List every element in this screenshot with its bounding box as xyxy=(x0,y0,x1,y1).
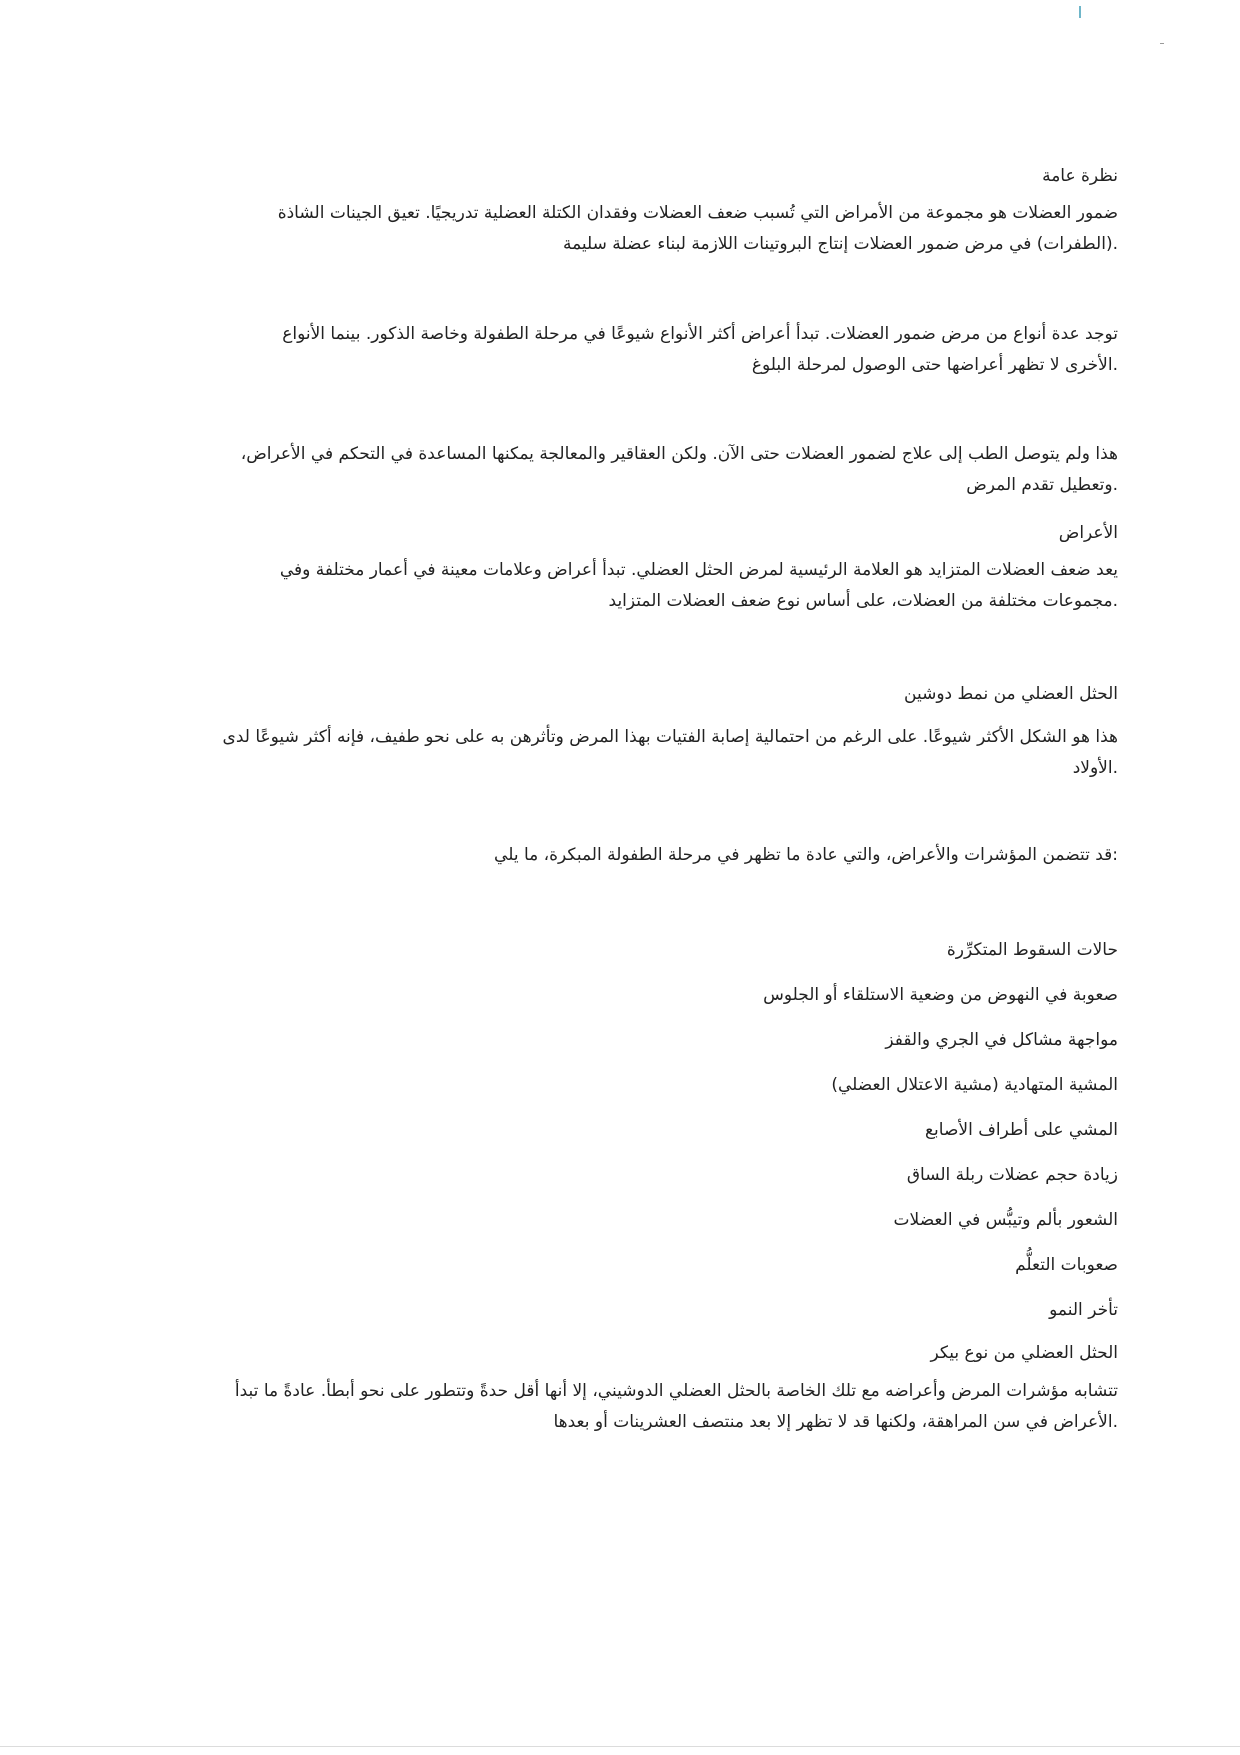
paragraph-becker xyxy=(124,1376,1118,1438)
list-item: صعوبات التعلُّم xyxy=(1015,1255,1118,1275)
paragraph-treatment xyxy=(124,439,1118,501)
paragraph-line: .الأولاد xyxy=(1072,758,1118,778)
paragraph-types xyxy=(124,319,1118,381)
scan-bottom-edge xyxy=(0,1746,1240,1747)
paragraph-line: .الأخرى لا تظهر أعراضها حتى الوصول لمرحلة البلوغ xyxy=(751,355,1118,375)
paragraph-line: تتشابه مؤشرات المرض وأعراضه مع تلك الخاصة بالحثل العضلي الدوشيني، إلا أنها أقل حدةً وتتطور على نحو أبطأ. عادةً ما تبدأ xyxy=(234,1381,1118,1401)
list-intro: :قد تتضمن المؤشرات والأعراض، والتي عادة ما تظهر في مرحلة الطفولة المبكرة، ما يلي xyxy=(494,845,1118,865)
list-item: زيادة حجم عضلات ربلة الساق xyxy=(906,1165,1118,1185)
scan-artifact-speck xyxy=(1160,43,1164,44)
list-item: حالات السقوط المتكرِّرة xyxy=(946,940,1118,960)
list-item: مواجهة مشاكل في الجري والقفز xyxy=(885,1030,1118,1050)
scan-artifact-mark xyxy=(1079,6,1081,18)
paragraph-line: يعد ضعف العضلات المتزايد هو العلامة الرئيسية لمرض الحثل العضلي. تبدأ أعراض وعلامات معينة في أعمار مختلفة وفي xyxy=(279,560,1118,580)
paragraph-line: توجد عدة أنواع من مرض ضمور العضلات. تبدأ أعراض أكثر الأنواع شيوعًا في مرحلة الطفولة وخاصة الذكور. بينما الأنواع xyxy=(282,324,1118,344)
heading-overview: نظرة عامة xyxy=(1042,166,1118,186)
paragraph-overview xyxy=(124,198,1118,260)
paragraph-line: ضمور العضلات هو مجموعة من الأمراض التي تُسبب ضعف العضلات وفقدان الكتلة العضلية تدريجيًا. تعيق الجينات الشاذة xyxy=(277,203,1118,223)
paragraph-line: .وتعطيل تقدم المرض xyxy=(966,475,1118,495)
list-item: المشي على أطراف الأصابع xyxy=(924,1120,1118,1140)
list-item: صعوبة في النهوض من وضعية الاستلقاء أو الجلوس xyxy=(763,985,1118,1005)
list-item: تأخر النمو xyxy=(1049,1300,1118,1320)
paragraph-line: .الأعراض في سن المراهقة، ولكنها قد لا تظهر إلا بعد منتصف العشرينات أو بعدها xyxy=(553,1412,1118,1432)
paragraph-line: .مجموعات مختلفة من العضلات، على أساس نوع ضعف العضلات المتزايد xyxy=(608,591,1118,611)
heading-becker: الحثل العضلي من نوع بيكر xyxy=(930,1343,1118,1363)
paragraph-line: هذا ولم يتوصل الطب إلى علاج لضمور العضلات حتى الآن. ولكن العقاقير والمعالجة يمكنها المساعدة في التحكم في الأعراض، xyxy=(240,444,1118,464)
paragraph-line: .(الطفرات) في مرض ضمور العضلات إنتاج البروتينات اللازمة لبناء عضلة سليمة xyxy=(562,234,1118,254)
heading-duchenne: الحثل العضلي من نمط دوشين xyxy=(904,684,1118,704)
list-item: الشعور بألم وتيبُّس في العضلات xyxy=(893,1210,1118,1230)
heading-symptoms: الأعراض xyxy=(1058,523,1118,543)
list-item: المشية المتهادية (مشية الاعتلال العضلي) xyxy=(831,1075,1118,1095)
paragraph-line: هذا هو الشكل الأكثر شيوعًا. على الرغم من احتمالية إصابة الفتيات بهذا المرض وتأثرهن به على نحو طفيف، فإنه أكثر شيوعًا لدى xyxy=(222,727,1118,747)
paragraph-symptoms xyxy=(124,555,1118,617)
paragraph-duchenne xyxy=(124,722,1118,784)
